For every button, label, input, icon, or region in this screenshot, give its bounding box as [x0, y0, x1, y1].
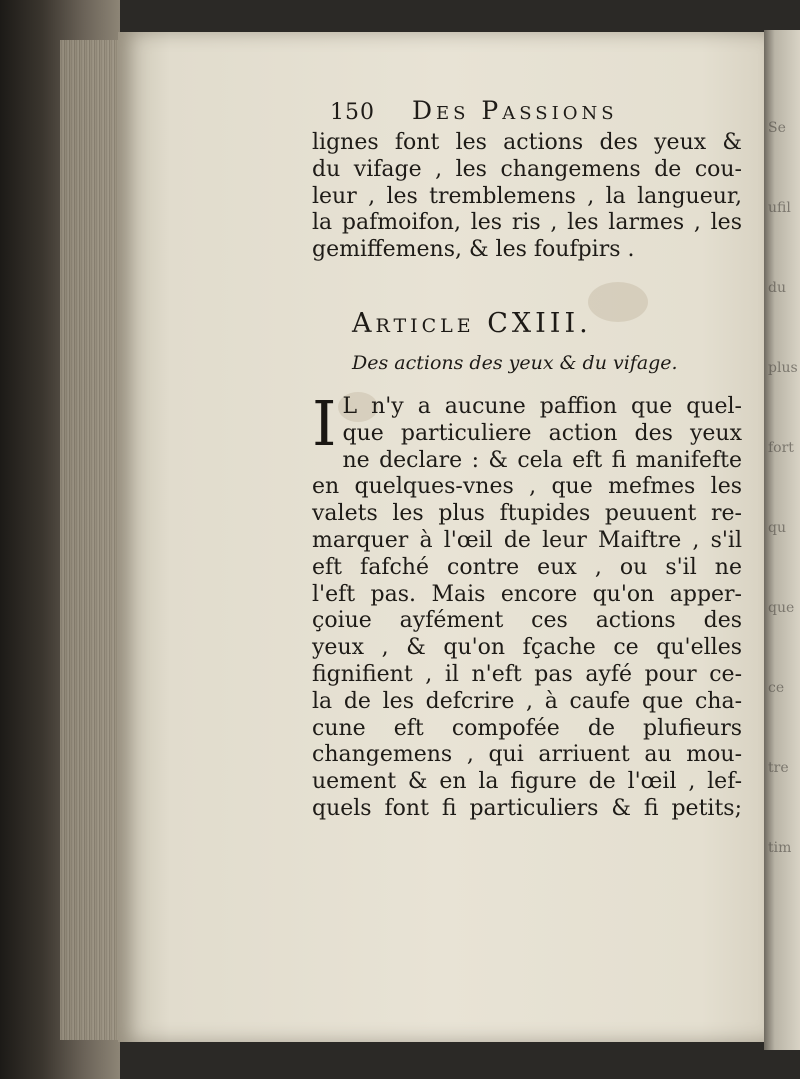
text-line: yeux , & qu'on fçache ce qu'elles	[312, 635, 742, 661]
text-line: eft fafché contre eux , ou s'il ne	[312, 554, 742, 580]
running-title: Des Passions	[411, 96, 618, 125]
text-line: en quelques-vnes , que mefmes les	[312, 474, 742, 500]
running-header	[330, 96, 690, 125]
drop-capital: I	[312, 387, 337, 460]
text-line: fignifient , il n'eft pas ayfé pour ce-	[312, 661, 742, 687]
text-line: l'eft pas. Mais encore qu'on apper-	[312, 581, 742, 607]
article-subtitle: Des actions des yeux & du vifage.	[352, 352, 678, 374]
text-line: la de les defcrire , à caufe que cha-	[312, 688, 742, 714]
text-line: cune eft compofée de plufieurs	[312, 715, 742, 741]
text-line: çoiue ayfément ces actions des	[312, 608, 742, 634]
text-line-last: gemiffemens, & les foufpirs .	[312, 237, 635, 263]
text-line: lignes font les actions des yeux &	[312, 130, 742, 155]
text-line: marquer à l'œil de leur Maiftre , s'il	[312, 527, 742, 553]
facing-page-edge: Se ufil du plus fort qu que ce tre tim	[764, 30, 800, 1050]
text-line: valets les plus ftupides peuuent re-	[312, 501, 742, 527]
text-line: leur , les tremblemens , la langueur,	[312, 183, 742, 209]
text-line: changemens , qui arriuent au mou-	[312, 742, 742, 768]
text-line: L n'y a aucune paffion que quel-	[342, 394, 742, 419]
text-line: ne declare : & cela eft fi manifefte	[342, 447, 742, 473]
text-line: quels font fi particuliers & fi petits;	[312, 795, 742, 821]
text-line: que particuliere action des yeux	[342, 420, 742, 446]
text-line: du vifage , les changemens de cou-	[312, 156, 742, 182]
text-line: uement & en la figure de l'œil , lef-	[312, 769, 742, 795]
article-paragraph	[312, 387, 742, 823]
text-line: la pafmoifon, les ris , les larmes , les	[312, 210, 742, 236]
article-heading: Article CXIII.	[352, 308, 592, 339]
continued-text	[312, 130, 742, 264]
page-number: 150	[330, 100, 375, 125]
